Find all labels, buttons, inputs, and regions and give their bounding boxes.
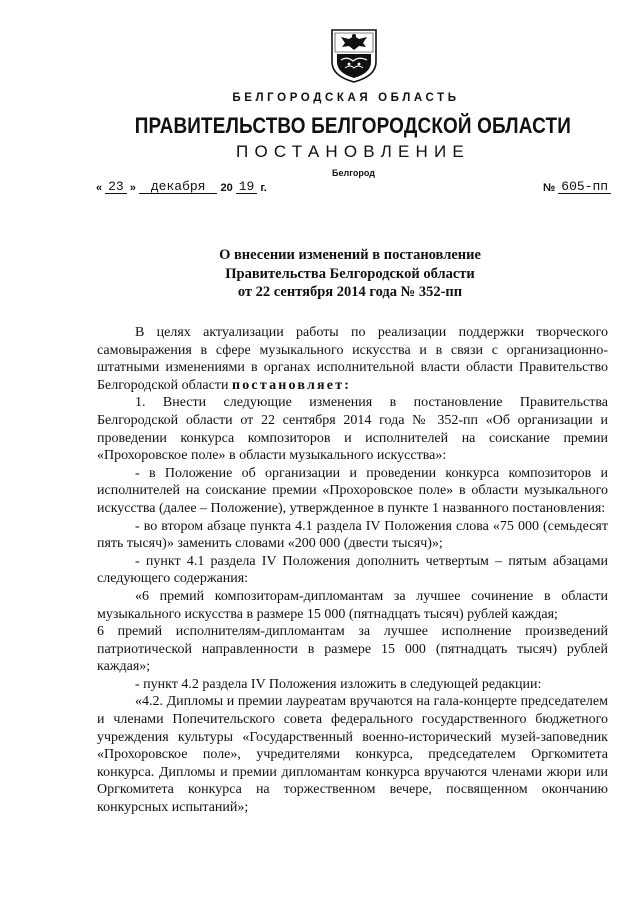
document-body bbox=[97, 324, 608, 817]
body-paragraph: 6 премий исполнителям-дипломантам за лучшее исполнение произведений патриотической направленности в размере 15 000 (пятнадцать тысяч) рублей каждая»; bbox=[97, 624, 608, 675]
government-name: ПРАВИТЕЛЬСТВО БЕЛГОРОДСКОЙ ОБЛАСТИ bbox=[134, 113, 571, 138]
body-paragraph: «4.2. Дипломы и премии лауреатам вручаются на гала-концерте председателем и членами Попечительского совета федерального государственного бюджетного учреждения культуры «Государственный военно-исторический музей-заповедник «Прохоровское поле», учредителями конкурса, председателем Оргкомитета конкурса. Дипломы и премии дипломантам конкурса вручаются членами жюри или Оргкомитета конкурса на торжественном вечере, посвященном окончанию конкурсных испытаний»; bbox=[97, 694, 608, 816]
body-paragraph: - в Положение об организации и проведении конкурса композиторов и исполнителей на соискание премии «Прохоровское поле» в области музыкального искусства (далее – Положение), утвержденное в пункте 1 названного постановления: bbox=[97, 465, 608, 516]
city-name: Белгород bbox=[332, 168, 375, 178]
body-paragraph: 1. Внести следующие изменения в постановление Правительства Белгородской области от 22 сентября 2014 года № 352-пп «Об организации и проведении конкурса композиторов и исполнителей на соискание премии «Прохоровское поле» в области музыкального искусства»: bbox=[97, 395, 608, 464]
document-date bbox=[96, 180, 267, 194]
date-close-quote: » bbox=[129, 182, 136, 194]
number-label: № bbox=[543, 182, 556, 194]
document-title bbox=[100, 246, 600, 302]
preamble-paragraph bbox=[97, 324, 608, 394]
date-day: 23 bbox=[105, 180, 127, 194]
date-open-quote: « bbox=[96, 182, 103, 194]
date-month: декабря bbox=[139, 180, 218, 194]
body-paragraph: - пункт 4.2 раздела IV Положения изложить в следующей редакции: bbox=[135, 676, 542, 692]
preamble-text: В целях актуализации работы по реализации поддержки творческого самовыражения в сфере музыкального искусства и в связи с организационно-штатными изменениями в органах исполнительной власти области Правительство Белгородской области bbox=[97, 325, 608, 393]
body-paragraph: - во втором абзаце пункта 4.1 раздела IV Положения слова «75 000 (семьдесят пять тысяч)» заменить словами «200 000 (двести тысяч)»; bbox=[97, 518, 608, 552]
decree-verb: постановляет: bbox=[231, 377, 352, 393]
document-type: ПОСТАНОВЛЕНИЕ bbox=[236, 142, 470, 161]
title-line: О внесении изменений в постановление bbox=[219, 247, 481, 263]
date-year-suffix: 19 bbox=[236, 180, 258, 194]
belgorod-coat-of-arms-icon bbox=[329, 28, 379, 83]
body-paragraph: «6 премий композиторам-дипломантам за лучшее сочинение в области музыкального искусства в размере 15 000 (пятнадцать тысяч) рублей каждая; bbox=[97, 588, 608, 622]
document-number bbox=[543, 180, 611, 194]
title-line: от 22 сентября 2014 года № 352-пп bbox=[237, 284, 463, 300]
body-paragraph: - пункт 4.1 раздела IV Положения дополнить четвертым – пятым абзацами следующего содержания: bbox=[97, 553, 608, 587]
number-value: 605-пп bbox=[558, 180, 611, 194]
region-name: БЕЛГОРОДСКАЯ ОБЛАСТЬ bbox=[232, 92, 460, 104]
title-line: Правительства Белгородской области bbox=[225, 265, 475, 282]
date-year-prefix: 20 bbox=[220, 182, 233, 194]
date-year-unit: г. bbox=[260, 182, 267, 194]
